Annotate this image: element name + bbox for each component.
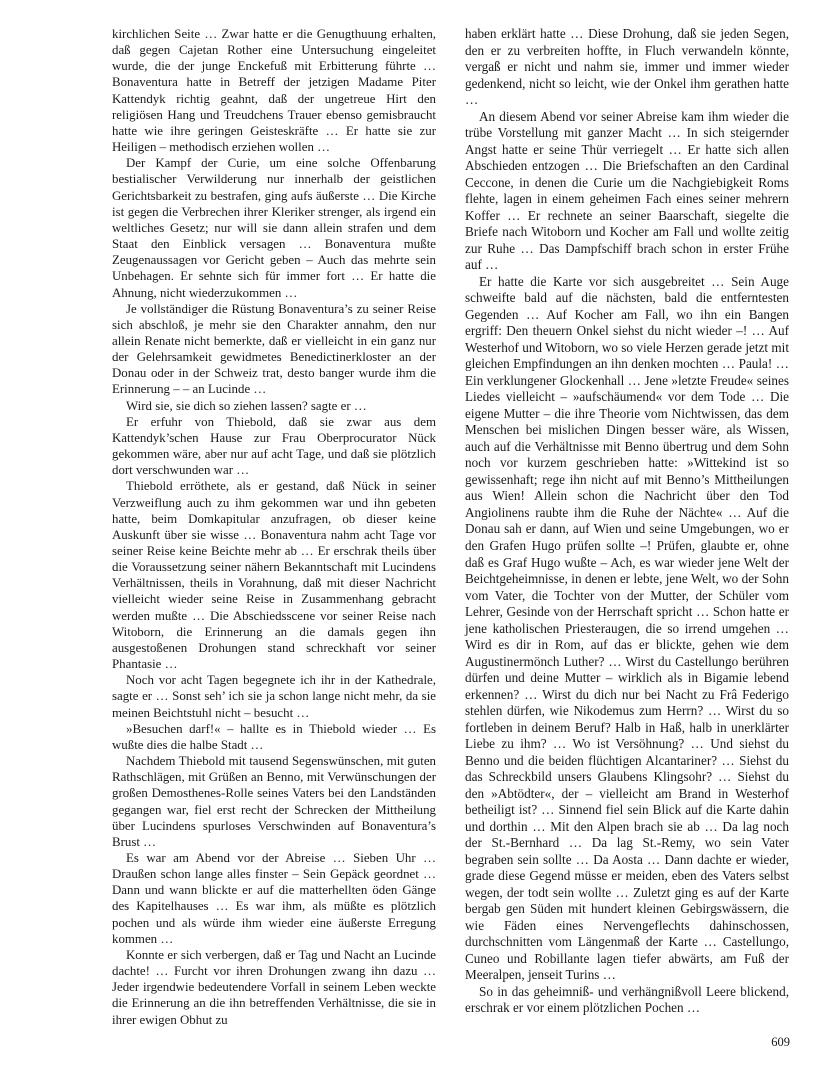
paragraph: Nachdem Thiebold mit tausend Segenswünschen, mit guten Rathschlägen, mit Grüßen an Benno, mit Verwünschungen der großen Demosthenes-Rolle seines Vaters bei den Landständen gegangen war, fiel erst recht der Schrecken der Mittheilung über Lucindens spurloses Verschwinden auf Bonaventura’s Brust … xyxy=(112,754,436,849)
paragraph: kirchlichen Seite … Zwar hatte er die Genugthuung erhalten, daß gegen Cajetan Rother eine Untersuchung eingeleitet wurde, die der junge Enckefuß mit Erbitterung führte … Bonaventura hatte in Betreff der jetzigen Madame Piter Kattendyk richtig geahnt, daß der ungetreue Hirt den religiösen Hang und Treudchens Trauer ebenso gemisbraucht hatte wie ihre geringen Geisteskräfte … Er hatte sie zur Heiligen – methodisch erziehen wollen … xyxy=(112,27,436,155)
paragraph: Er erfuhr von Thiebold, daß sie zwar aus dem Kattendyk’schen Hause zur Frau Oberprocurator Nück gekommen wäre, aber nur auf acht Tage, und daß sie plötzlich dort verschwunden war … xyxy=(112,414,436,478)
left-column xyxy=(112,26,436,1028)
paragraph: Er hatte die Karte vor sich ausgebreitet … Sein Auge schweifte bald auf die nächsten, bald die entferntesten Gegenden … Auf Kocher am Fall, wo ihn ein Bangen ergriff: Den theuern Onkel siehst du nicht wieder –! … Auf Westerhof und Witoborn, wo so viele Herzen gerade jetzt mit gleichen Empfindungen an ihn denken mochten … Paula! … Ein verklungener Glockenhall … Jene »letzte Freude« seines Liedes vielleicht – »aufschäumend« vor dem Tode … Die eigene Mutter – die ihre Theorie vom Nichtwissen, das dem Menschen bei mislichen Dingen besser wäre, als Wissen, auch auf die Verhältnisse mit Benno übertrug und dem Sohn noch vor kurzem geschrieben hatte: »Wittekind ist so gewissenhaft; rege ihn nicht auf mit Benno’s Mittheilungen aus Wien! Allein schon die Nachricht über den Tod Angiolinens raubte ihm die Ruhe der Nächte« … Auf die Donau sah er dann, auf Wien und seine Umgebungen, wo er den Grafen Hugo prüfen sollte –! Prüfen, glaubte er, ohne daß es Graf Hugo wußte – Ach, es war wieder jene Welt der Beichtgeheimnisse, in denen er lebte, jene Welt, wo der Sohn vom Vater, die Tochter von der Mutter, der Schüler vom Lehrer, Gesinde von der Herrschaft spricht … Schon hatte er jene katholischen Priesteraugen, die so irrend umgehen … Wird es dir in Rom, auf das er blickte, gehen wie dem Augustinermönch Luther? … Wirst du Castellungo berühren dürfen und deine Mutter – wirklich als in Bigamie lebend erkennen? … Wirst du dich nur bei Nacht zu Frâ Federigo stehlen dürfen, wie Nikodemus zum Herrn? … Wirst du so fortleben in deinem Beruf? Halb in Haß, halb in unerklärter Liebe zu ihm? … Wo ist Versöhnung? … Und siehst du Benno und die beiden flüchtigen Alcantariner? … Siehst du das Schreckbild unsers Glaubens Klingsohr? … Siehst du den »Abtödter«, der – vielleicht am Brand in Westerhof betheiligt ist? … Sinnend fiel sein Blick auf die Karte dahin und dorthin … Mit den Alpen brach sie ab … Da lag noch der St.-Bernhard … Da lag St.-Remy, wo sein Vater begraben sein sollte … Da Aosta … Dann dachte er wieder, grade diese Gegend müsse er meiden, eben des Vaters selbst wegen, der todt sein wollte … Zuletzt ging es auf der Karte bergab gen Süden mit hundert kleinen Gebirgswässern, die wie Fäden eines Nervengeflechts dahinschossen, durchschnitten vom Längenmaß der Karte … Castellungo, Cuneo und Robillante lagen tiefer abwärts, am Fuß der Meeralpen, jenseit Turins … xyxy=(465,273,789,983)
paragraph: Der Kampf der Curie, um eine solche Offenbarung bestialischer Verwilderung nur innerhalb der geistlichen Gerichtsbarkeit zu bestrafen, ging aufs äußerste … Die Kirche ist gegen die Verbrechen ihrer Kleriker strenger, als irgend ein weltliches Gesetz; nur will sie dann allein strafen und dem Staat den Einblick versagen … Bonaventura mußte Zeugenaussagen vor Gericht geben – Auch das mehrte sein Unbehagen. Er sehnte sich für immer fort … Er hatte die Ahnung, nicht wiederzukommen … xyxy=(112,156,436,300)
page-number: 609 xyxy=(771,1035,790,1049)
paragraph: »Besuchen darf!« – hallte es in Thiebold wieder … Es wußte dies die halbe Stadt … xyxy=(112,721,436,752)
right-column xyxy=(465,26,789,1017)
paragraph: So in das geheimniß- und verhängnißvoll Leere blickend, erschrak er vor einem plötzlichen Pochen … xyxy=(465,983,789,1016)
paragraph: Wird sie, sie dich so ziehen lassen? sagte er … xyxy=(126,398,367,413)
paragraph: An diesem Abend vor seiner Abreise kam ihm wieder die trübe Vorstellung mit ganzer Macht … In sich steigernder Angst hatte er seine Thür verriegelt … Er hatte sich allen Abschieden entzogen … Die Briefschaften an den Cardinal Ceccone, in denen die Curie um die Nachgiebigkeit Roms flehte, lagen in einem geheimen Fach eines seiner mehrern Koffer … Er rechnete an seiner Baarschaft, siegelte die Briefe nach Witoborn und Kocher am Fall und wollte zeitig zur Ruhe … Das Dampfschiff brach schon in erster Frühe auf … xyxy=(465,108,789,273)
paragraph: Es war am Abend vor der Abreise … Sieben Uhr … Draußen schon lange alles finster – Sein Gepäck geordnet … Dann und wann blickte er auf die matterhellten öden Gänge des Kapitelhauses … Es war ihm, als müßte es plötzlich pochen und als würde ihm wieder eine äußerste Erregung kommen … xyxy=(112,850,436,946)
paragraph: haben erklärt hatte … Diese Drohung, daß sie jeden Segen, den er zu verbreiten hoffte, in Fluch verwandeln könnte, vergaß er nicht und nahm sie, immer und immer wieder gedenkend, nicht so leicht, wie der Onkel ihm gerathen hatte … xyxy=(465,26,789,108)
paragraph: Konnte er sich verbergen, daß er Tag und Nacht an Lucinde dachte! … Furcht vor ihren Drohungen zwang ihn dazu … Jeder irgendwie bedeutendere Vorfall in seinem Leben weckte die Erinnerung an die ihn betreffenden Verhältnisse, die sie in ihrer ewigen Obhut zu xyxy=(112,947,436,1027)
paragraph: Je vollständiger die Rüstung Bonaventura’s zu seiner Reise sich abschloß, je mehr sie den Charakter annahm, den nur allein Renate nicht bemerkte, daß er vielleicht in ein ganz nur der Gelehrsamkeit gewidmetes Benedictinerkloster an der Donau oder in der Schweiz trat, desto banger wurde ihm die Erinnerung – – an Lucinde … xyxy=(112,301,436,397)
paragraph: Thiebold erröthete, als er gestand, daß Nück in seiner Verzweiflung auch zu ihm gekommen war und ihn gebeten hatte, beim Domkapitular anzufragen, ob dieser keine Auskunft über sie wisse … Bonaventura nahm acht Tage vor seiner Reise keine Beichte mehr ab … Er erschrak theils über die Voraussetzung seiner nähern Bekanntschaft mit Lucindens Verhältnissen, theils in Vorahnung, daß mit dieser Nachricht vielleicht wieder seine Reise in Zusammenhang gebracht werden mußte … Die Abschiedsscene vor seiner Reise nach Witoborn, die Erinnerung an die damals gegen ihn ausgestoßenen Drohungen stand schreckhaft vor seiner Phantasie … xyxy=(112,479,436,672)
paragraph: Noch vor acht Tagen begegnete ich ihr in der Kathedrale, sagte er … Sonst seh’ ich sie ja schon lange nicht mehr, da sie meinen Beichtstuhl nicht – besucht … xyxy=(112,673,436,720)
